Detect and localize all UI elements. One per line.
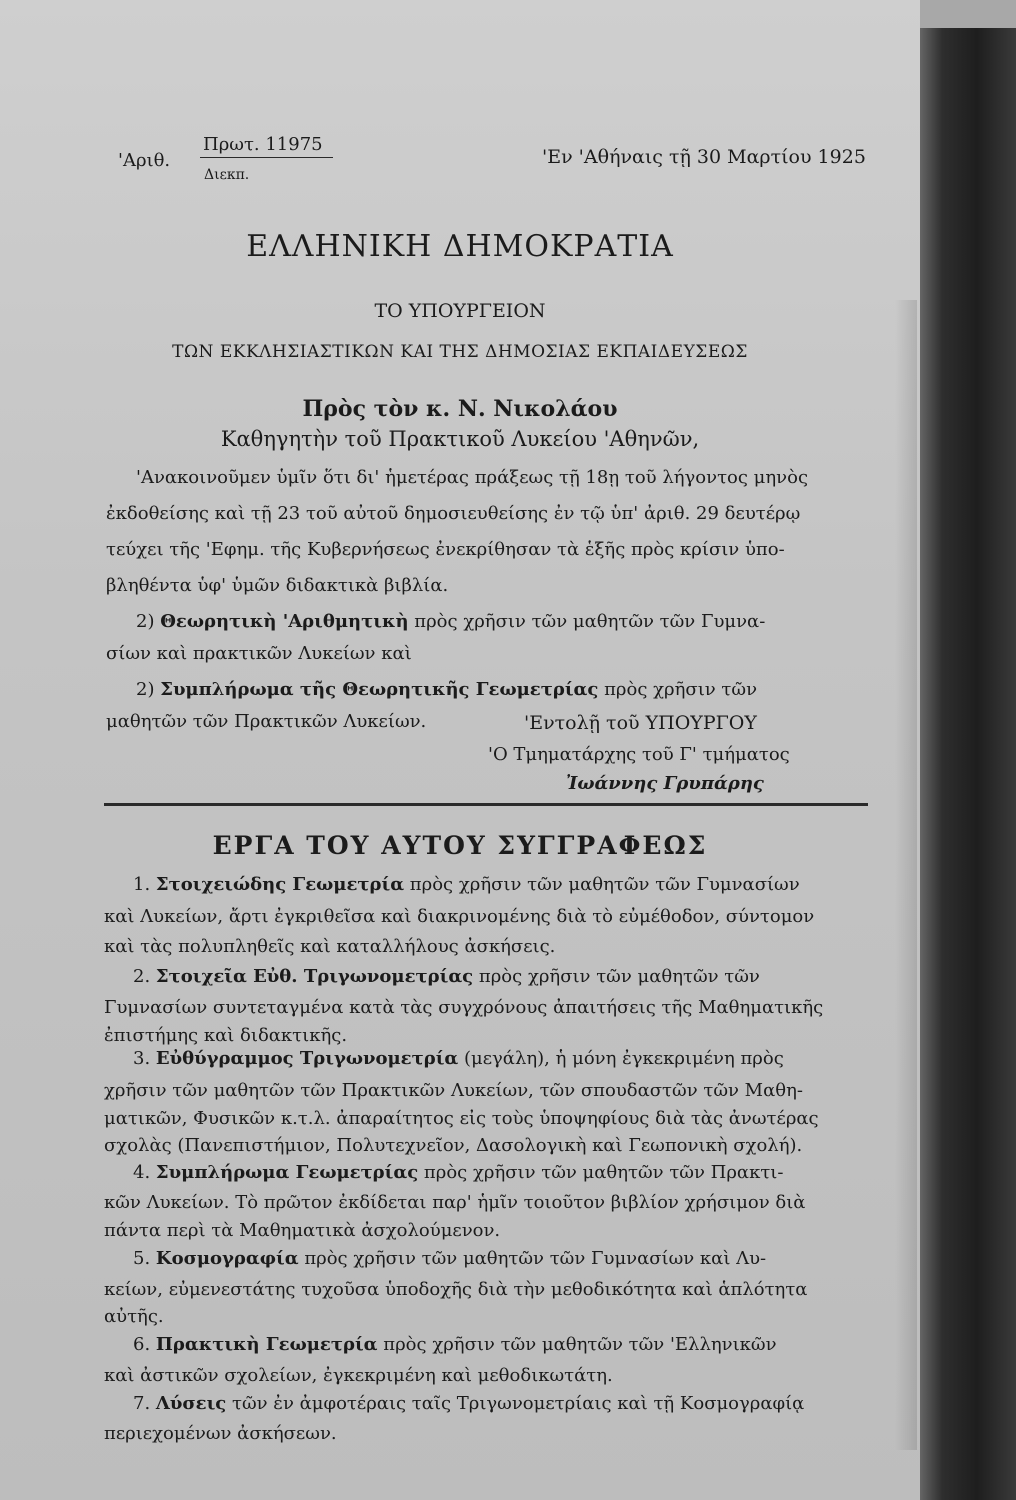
work-text: τῶν ἐν ἀμφοτέραις ταῖς Τριγωνομετρίαις καὶ τῇ Κοσμογραφίᾳ bbox=[232, 1393, 805, 1414]
approved-book-1 bbox=[136, 611, 765, 633]
body-line: βληθέντα ὑφ' ὑμῶν διδακτικὰ βιβλία. bbox=[106, 575, 449, 596]
work-number: 6. bbox=[133, 1334, 151, 1355]
work-number: 2. bbox=[133, 966, 151, 987]
item-text-cont: μαθητῶν τῶν Πρακτικῶν Λυκείων. bbox=[106, 711, 427, 732]
work-entry-2 bbox=[133, 966, 760, 988]
work-text: πάντα περὶ τὰ Μαθηματικὰ ἀσχολούμενον. bbox=[104, 1220, 501, 1241]
item-number: 2) bbox=[136, 611, 155, 632]
work-entry-4 bbox=[133, 1162, 783, 1184]
recipient-name: Πρὸς τὸν κ. Ν. Νικολάου bbox=[302, 396, 618, 422]
work-text: χρῆσιν τῶν μαθητῶν τῶν Πρακτικῶν Λυκείων, τῶν σπουδαστῶν τῶν Μαθη- bbox=[104, 1080, 803, 1101]
recipient-title: Καθηγητὴν τοῦ Πρακτικοῦ Λυκείου 'Αθηνῶν, bbox=[220, 427, 700, 451]
work-entry-6 bbox=[133, 1334, 777, 1356]
item-text-cont: σίων καὶ πρακτικῶν Λυκείων καὶ bbox=[106, 643, 412, 664]
body-line: 'Ανακοινοῦμεν ὑμῖν ὅτι δι' ἡμετέρας πράξεως τῇ 18ῃ τοῦ λήγοντος μηνὸς bbox=[136, 467, 809, 488]
ministry-line-2: ΤΩΝ ΕΚΚΛΗΣΙΑΣΤΙΚΩΝ ΚΑΙ ΤΗΣ ΔΗΜΟΣΙΑΣ ΕΚΠΑΙΔΕΥΣΕΩΣ bbox=[172, 342, 748, 362]
work-text: περιεχομένων ἀσκήσεων. bbox=[104, 1423, 337, 1444]
work-text: πρὸς χρῆσιν τῶν μαθητῶν τῶν Γυμνασίων bbox=[409, 874, 800, 895]
work-text: καὶ Λυκείων, ἄρτι ἐγκριθεῖσα καὶ διακρινομένης διὰ τὸ εὐμέθοδον, σύντομον bbox=[104, 906, 815, 927]
work-text: κῶν Λυκείων. Τὸ πρῶτον ἐκδίδεται παρ' ἡμῖν τοιοῦτον βιβλίον χρήσιμον διὰ bbox=[104, 1192, 806, 1213]
work-text: κείων, εὐμενεστάτης τυχοῦσα ὑποδοχῆς διὰ τὴν μεθοδικότητα καὶ ἁπλότητα bbox=[104, 1279, 808, 1300]
item-number: 2) bbox=[136, 679, 155, 700]
section-divider bbox=[104, 803, 868, 806]
work-text: σχολὰς (Πανεπιστήμιον, Πολυτεχνεῖον, Δασολογικὴ καὶ Γεωπονικὴ σχολή). bbox=[104, 1135, 803, 1156]
item-title: Συμπλήρωμα τῆς Θεωρητικῆς Γεωμετρίας bbox=[160, 679, 599, 700]
signature-order: 'Εντολῇ τοῦ ΥΠΟΥΡΓΟΥ bbox=[524, 712, 757, 734]
work-text: πρὸς χρῆσιν τῶν μαθητῶν τῶν Πρακτι- bbox=[423, 1162, 784, 1183]
work-number: 1. bbox=[133, 874, 151, 895]
signature-name: Ἰωάννης Γρυπάρης bbox=[566, 773, 764, 794]
work-text: καὶ τὰς πολυπληθεῖς καὶ καταλλήλους ἀσκήσεις. bbox=[104, 936, 556, 957]
work-number: 3. bbox=[133, 1048, 151, 1069]
work-text: ματικῶν, Φυσικῶν κ.τ.λ. ἀπαραίτητος εἰς τοὺς ὑποψηφίους διὰ τὰς ἀνωτέρας bbox=[104, 1108, 819, 1129]
item-text: πρὸς χρῆσιν τῶν μαθητῶν τῶν Γυμνα- bbox=[414, 611, 766, 632]
signature-role: 'Ο Τμηματάρχης τοῦ Γ' τμήματος bbox=[488, 744, 790, 765]
work-entry-7 bbox=[133, 1393, 804, 1415]
ref-dispatch: Διεκπ. bbox=[204, 167, 250, 183]
work-title: Πρακτικὴ Γεωμετρία bbox=[155, 1334, 378, 1355]
book-spine bbox=[918, 28, 1016, 1500]
ref-fraction-line bbox=[200, 157, 333, 158]
work-title: Στοιχεῖα Εὐθ. Τριγωνομετρίας bbox=[155, 966, 474, 987]
place-date: 'Εν 'Αθήναις τῇ 30 Μαρτίου 1925 bbox=[542, 146, 866, 168]
work-text: πρὸς χρῆσιν τῶν μαθητῶν τῶν Γυμνασίων καὶ Λυ- bbox=[304, 1248, 767, 1269]
body-line: ἐκδοθείσης καὶ τῇ 23 τοῦ αὐτοῦ δημοσιευθείσης ἐν τῷ ὑπ' ἀριθ. 29 δευτέρῳ bbox=[106, 503, 801, 524]
ref-prefix: 'Αριθ. bbox=[118, 150, 171, 171]
work-text: Γυμνασίων συντεταγμένα κατὰ τὰς συγχρόνους ἀπαιτήσεις τῆς Μαθηματικῆς bbox=[104, 997, 824, 1018]
book-spine-top bbox=[918, 0, 1016, 30]
work-entry-3 bbox=[133, 1048, 784, 1070]
ministry-line-1: ΤΟ ΥΠΟΥΡΓΕΙΟΝ bbox=[374, 300, 546, 322]
work-text: πρὸς χρῆσιν τῶν μαθητῶν τῶν 'Ελληνικῶν bbox=[383, 1334, 777, 1355]
item-title: Θεωρητικὴ 'Αριθμητικὴ bbox=[160, 611, 409, 632]
body-line: τεύχει τῆς 'Εφημ. τῆς Κυβερνήσεως ἐνεκρίθησαν τὰ ἑξῆς πρὸς κρίσιν ὑπο- bbox=[106, 539, 785, 560]
work-number: 5. bbox=[133, 1248, 151, 1269]
state-heading: ΕΛΛΗΝΙΚΗ ΔΗΜΟΚΡΑΤΙΑ bbox=[246, 229, 674, 264]
work-title: Συμπλήρωμα Γεωμετρίας bbox=[155, 1162, 419, 1183]
work-title: Εὐθύγραμμος Τριγωνομετρία bbox=[155, 1048, 459, 1069]
page-shadow bbox=[895, 300, 917, 1450]
ref-number: Πρωτ. 11975 bbox=[203, 134, 323, 155]
works-heading: ΕΡΓΑ ΤΟΥ ΑΥΤΟΥ ΣΥΓΓΡΑΦΕΩΣ bbox=[212, 831, 708, 860]
work-text: (μεγάλη), ἡ μόνη ἐγκεκριμένη πρὸς bbox=[464, 1048, 784, 1069]
work-title: Κοσμογραφία bbox=[155, 1248, 299, 1269]
work-number: 4. bbox=[133, 1162, 151, 1183]
item-text: πρὸς χρῆσιν τῶν bbox=[604, 679, 758, 700]
work-text: καὶ ἀστικῶν σχολείων, ἐγκεκριμένη καὶ μεθοδικωτάτη. bbox=[104, 1365, 613, 1386]
work-text: ἐπιστήμης καὶ διδακτικῆς. bbox=[104, 1025, 348, 1046]
work-title: Λύσεις bbox=[155, 1393, 227, 1414]
work-entry-5 bbox=[133, 1248, 766, 1270]
work-text: αὐτῆς. bbox=[104, 1306, 164, 1327]
work-text: πρὸς χρῆσιν τῶν μαθητῶν τῶν bbox=[478, 966, 760, 987]
work-title: Στοιχειώδης Γεωμετρία bbox=[155, 874, 405, 895]
approved-book-2 bbox=[136, 679, 757, 701]
work-number: 7. bbox=[133, 1393, 151, 1414]
work-entry-1 bbox=[133, 874, 800, 896]
